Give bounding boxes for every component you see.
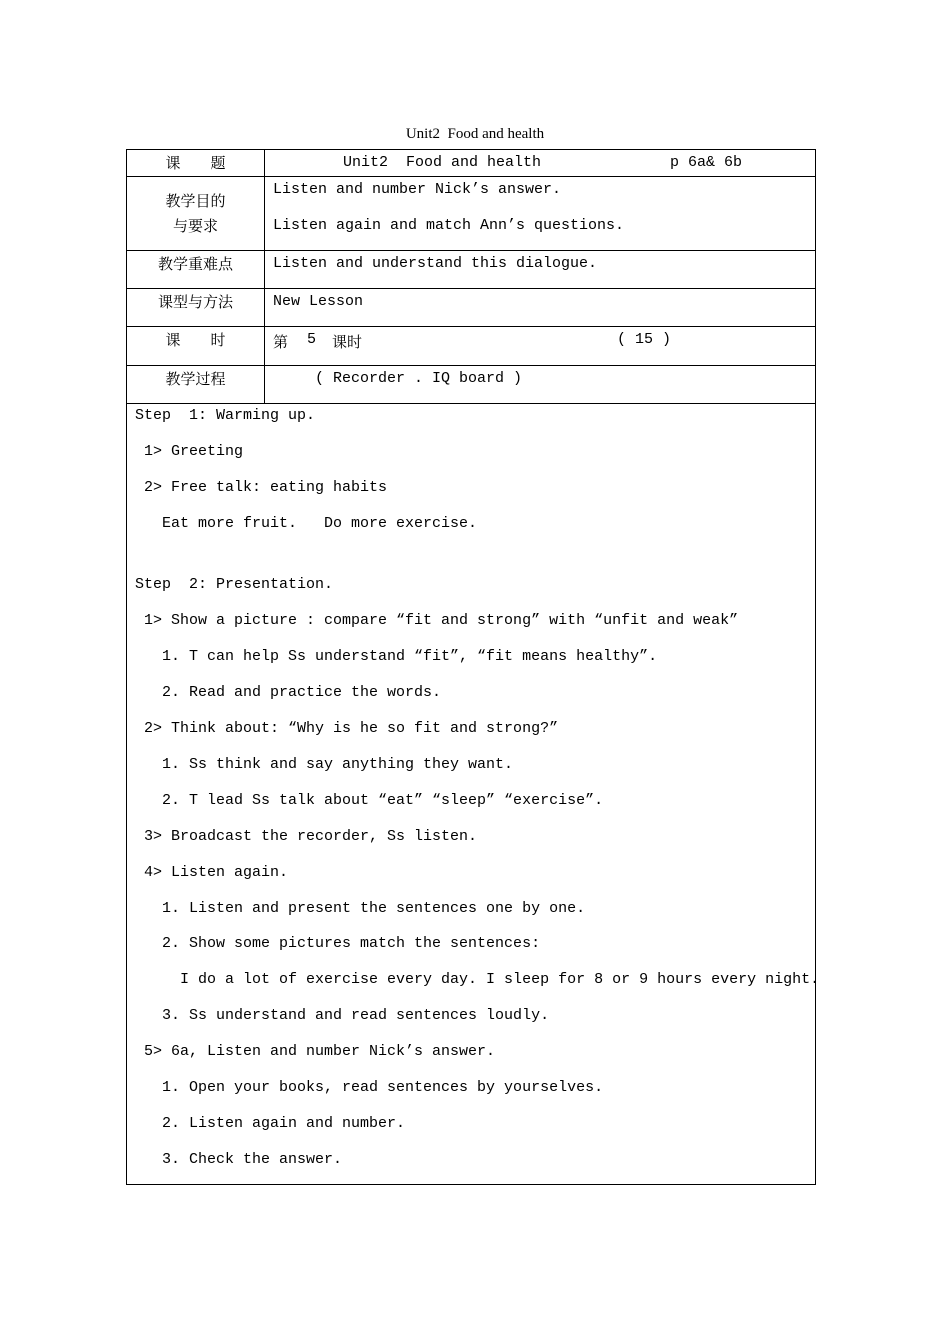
process-line: 3. Ss understand and read sentences loudly. [135, 1007, 550, 1024]
objectives-row [127, 177, 815, 251]
process-line: 2> Think about: “Why is he so fit and strong?” [135, 720, 559, 737]
process-line: Eat more fruit. Do more exercise. [135, 515, 478, 532]
process-line: 1. Ss think and say anything they want. [135, 756, 514, 773]
lesson-plan-table [126, 149, 820, 1185]
key-points-label: 教学重难点 [127, 251, 265, 288]
subject-label: 课 题 [127, 150, 265, 176]
period-number: 5 [307, 331, 317, 348]
process-header-row [127, 366, 815, 404]
process-line: 2. T lead Ss talk about “eat” “sleep” “exercise”. [135, 792, 604, 809]
teaching-aids-text: ( Recorder . IQ board ) [315, 370, 523, 387]
period-suffix: 课时 [332, 333, 363, 351]
subject-topic: Unit2 Food and health [343, 154, 542, 171]
process-label: 教学过程 [127, 366, 265, 403]
lesson-type-value [265, 289, 815, 326]
process-line: 1. Listen and present the sentences one by one. [135, 900, 586, 917]
subject-value [265, 150, 815, 176]
objective-line-1: Listen and number Nick’s answer. [273, 181, 562, 198]
process-line: 3> Broadcast the recorder, Ss listen. [135, 828, 478, 845]
key-points-value [265, 251, 815, 288]
process-line: 2> Free talk: eating habits [135, 479, 388, 496]
process-line: 3. Check the answer. [135, 1151, 343, 1168]
period-prefix: 第 [273, 333, 289, 351]
process-line: 2. Listen again and number. [135, 1115, 406, 1132]
lesson-type-row [127, 289, 815, 327]
process-line: Step 2: Presentation. [135, 576, 334, 593]
process-line: 1> Greeting [135, 443, 244, 460]
objectives-label-line1: 教学目的 [165, 192, 226, 210]
process-aids-value [265, 366, 815, 403]
process-line: 4> Listen again. [135, 864, 289, 881]
key-points-text: Listen and understand this dialogue. [273, 255, 598, 272]
period-row [127, 327, 815, 366]
objectives-label-line2: 与要求 [172, 217, 218, 235]
subject-row [127, 150, 815, 177]
process-body [127, 403, 820, 1184]
process-line: 1. Open your books, read sentences by yourselves. [135, 1079, 604, 1096]
period-value [265, 327, 815, 365]
process-line: I do a lot of exercise every day. I sleep for 8 or 9 hours every night. [135, 971, 820, 988]
objectives-label [127, 177, 265, 250]
key-points-row [127, 251, 815, 289]
process-line: 1. T can help Ss understand “fit”, “fit means healthy”. [135, 648, 658, 665]
period-count: ( 15 ) [617, 331, 672, 348]
process-line: 5> 6a, Listen and number Nick’s answer. [135, 1043, 496, 1060]
lesson-type-text: New Lesson [273, 293, 364, 310]
objectives-value [265, 177, 815, 250]
process-line: 2. Read and practice the words. [135, 684, 442, 701]
lesson-type-label: 课型与方法 [127, 289, 265, 326]
document-title: Unit2 Food and health [405, 126, 545, 142]
process-line: 1> Show a picture : compare “fit and strong” with “unfit and weak” [135, 612, 739, 629]
process-line: Step 1: Warming up. [135, 407, 316, 424]
objective-line-2: Listen again and match Ann’s questions. [273, 217, 625, 234]
period-label: 课 时 [127, 327, 265, 365]
process-line: 2. Show some pictures match the sentences: [135, 935, 541, 952]
subject-pages: p 6a& 6b [670, 154, 743, 171]
